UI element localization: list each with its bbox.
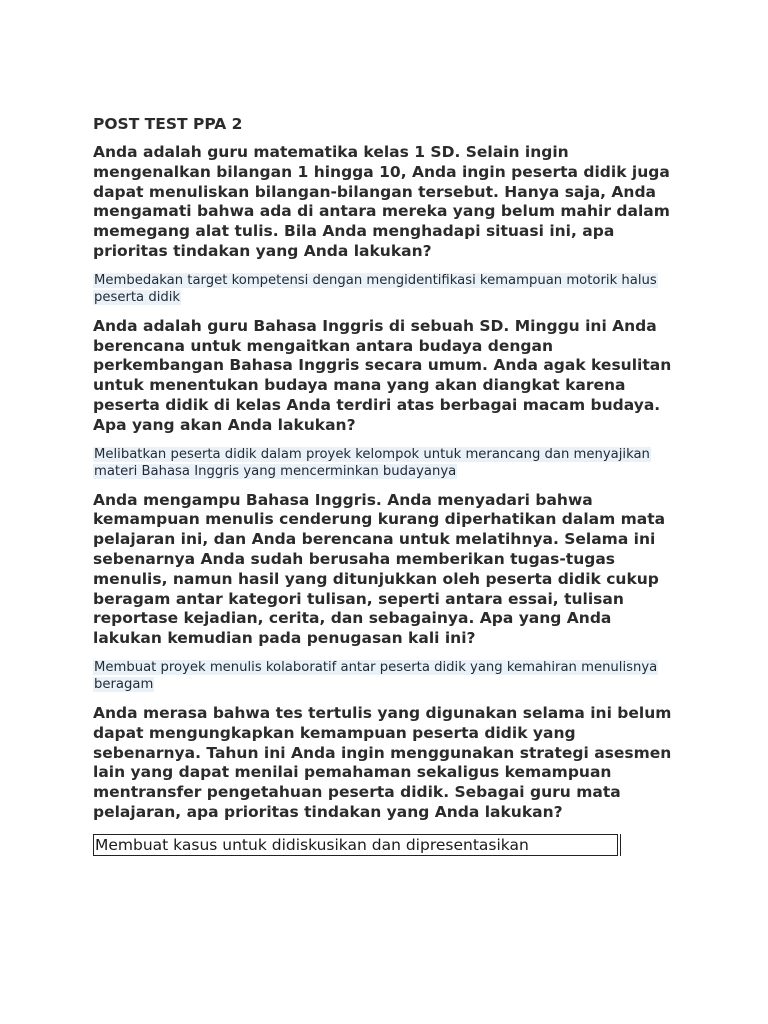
answer-4-box: Membuat kasus untuk didiskusikan dan dipresentasikan xyxy=(93,834,618,856)
question-3: Anda mengampu Bahasa Inggris. Anda menyadari bahwa kemampuan menulis cenderung kurang diperhatikan dalam mata pelajaran ini, dan Anda berencana untuk melatihnya. Selama ini sebenarnya Anda sudah berusaha memberikan tugas-tugas menulis, namun hasil yang ditunjukkan oleh peserta didik cukup beragam antar kategori tulisan, seperti antara essai, tulisan reportase kejadian, cerita, dan sebagainya. Apa yang Anda lakukan kemudian pada penugasan kali ini? xyxy=(93,490,666,648)
answer-1 xyxy=(93,272,683,306)
answer-2-text: Melibatkan peserta didik dalam proyek kelompok untuk merancang dan menyajikan materi Bahasa Inggris yang mencerminkan budayanya xyxy=(94,446,650,479)
answer-3-text: Membuat proyek menulis kolaboratif antar peserta didik yang kemahiran menulisnya beragam xyxy=(94,659,658,692)
answer-3 xyxy=(93,659,683,693)
document-page xyxy=(93,114,683,856)
question-2: Anda adalah guru Bahasa Inggris di sebuah SD. Minggu ini Anda berencana untuk mengaitkan antara budaya dengan perkembangan Bahasa Inggris secara umum. Anda agak kesulitan untuk menentukan budaya mana yang akan diangkat karena peserta didik di kelas Anda terdiri atas berbagai macam budaya. Apa yang akan Anda lakukan? xyxy=(93,316,672,434)
question-1: Anda adalah guru matematika kelas 1 SD. Selain ingin mengenalkan bilangan 1 hingga 10, Anda ingin peserta didik juga dapat menuliskan bilangan-bilangan tersebut. Hanya saja, Anda mengamati bahwa ada di antara mereka yang belum mahir dalam memegang alat tulis. Bila Anda menghadapi situasi ini, apa prioritas tindakan yang Anda lakukan? xyxy=(93,143,670,260)
answer-2 xyxy=(93,446,683,480)
document-title: POST TEST PPA 2 xyxy=(93,115,243,133)
question-4: Anda merasa bahwa tes tertulis yang digunakan selama ini belum dapat mengungkapkan kemampuan peserta didik yang sebenarnya. Tahun ini Anda ingin menggunakan strategi asesmen lain yang dapat menilai pemahaman sekaligus kemampuan mentransfer pengetahuan peserta didik. Sebagai guru mata pelajaran, apa prioritas tindakan yang Anda lakukan? xyxy=(93,703,672,821)
answer-1-text: Membedakan target kompetensi dengan mengidentifikasi kemampuan motorik halus peserta didik xyxy=(94,272,657,305)
